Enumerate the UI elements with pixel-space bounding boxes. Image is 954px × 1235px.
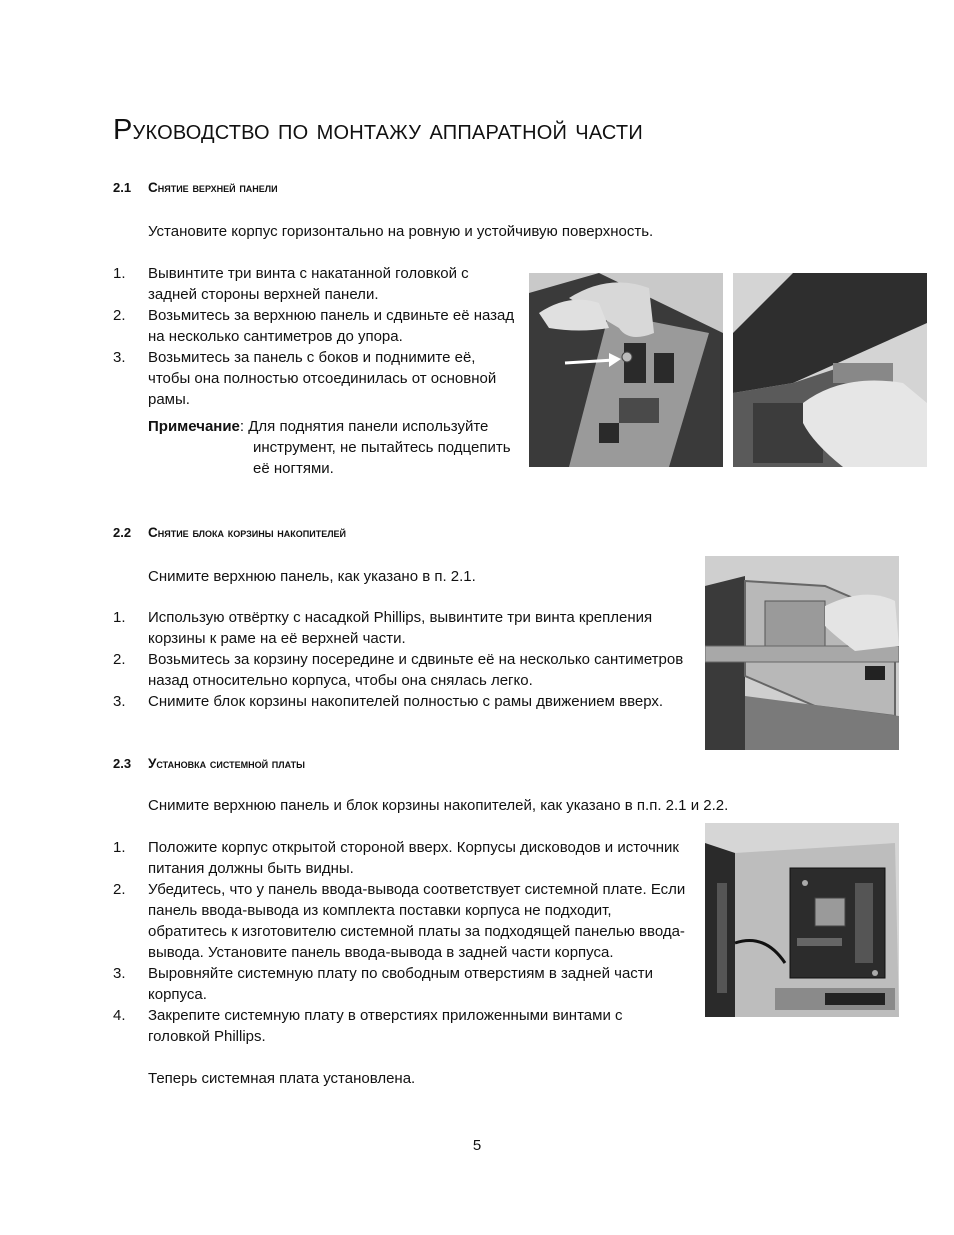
section-heading-2-3 bbox=[113, 756, 305, 771]
list-item bbox=[113, 263, 518, 305]
section-intro: Снимите верхнюю панель и блок корзины накопителей, как указано в п.п. 2.1 и 2.2. bbox=[148, 797, 729, 814]
photo-motherboard-installed bbox=[705, 823, 899, 1017]
list-item bbox=[113, 649, 698, 691]
section-heading-2-1 bbox=[113, 180, 278, 195]
steps-list-2-1 bbox=[113, 263, 518, 410]
step-text: Возьмитесь за панель с боков и поднимите её, чтобы она полностью отсоединилась от основной рамы. bbox=[148, 349, 497, 408]
list-item bbox=[113, 607, 698, 649]
note-text-continued: инструмент, не пытайтесь подцепить её ногтями. bbox=[253, 439, 511, 477]
step-number: 3. bbox=[113, 693, 126, 710]
list-item bbox=[113, 305, 518, 347]
step-number: 3. bbox=[113, 349, 126, 366]
page-number: 5 bbox=[472, 1137, 482, 1154]
section-title: Снятие верхней панели bbox=[148, 180, 278, 195]
step-text: Убедитесь, что у панель ввода-вывода соответствует системной плате. Если панель ввода-вывода из комплекта поставки корпуса не подходит, обратитесь к изготовителю системной платы за подходящей панелью ввода-вывода. Установите панель ввода-вывода в задней части корпуса. bbox=[148, 881, 686, 961]
step-text: Вывинтите три винта с накатанной головкой с задней стороны верхней панели. bbox=[148, 265, 469, 303]
section-number: 2.2 bbox=[113, 525, 132, 540]
note bbox=[148, 416, 518, 479]
note-text: Для поднятия панели используйте bbox=[248, 418, 489, 435]
step-number: 1. bbox=[113, 839, 126, 856]
step-number: 2. bbox=[113, 307, 126, 324]
section-number: 2.1 bbox=[113, 180, 132, 195]
list-item bbox=[113, 837, 688, 879]
photo-lifting-top-panel bbox=[733, 273, 927, 467]
section-intro: Снимите верхнюю панель, как указано в п. 2.1. bbox=[148, 568, 476, 585]
section-heading-2-2 bbox=[113, 525, 346, 540]
note-label: Примечание bbox=[148, 418, 240, 435]
step-number: 3. bbox=[113, 965, 126, 982]
list-item bbox=[113, 1005, 688, 1047]
section-number: 2.3 bbox=[113, 756, 132, 771]
list-item bbox=[113, 963, 688, 1005]
step-number: 2. bbox=[113, 881, 126, 898]
step-text: Положите корпус открытой стороной вверх. Корпусы дисководов и источник питания должны быть видны. bbox=[148, 839, 679, 877]
step-text: Использую отвёртку с насадкой Phillips, вывинтите три винта крепления корзины к раме на её верхней части. bbox=[148, 609, 653, 647]
list-item bbox=[113, 879, 688, 963]
steps-list-2-2 bbox=[113, 607, 698, 712]
list-item bbox=[113, 347, 518, 410]
section-title: Снятие блока корзины накопителей bbox=[148, 525, 347, 540]
list-item bbox=[113, 691, 698, 712]
step-text: Снимите блок корзины накопителей полностью с рамы движением вверх. bbox=[148, 693, 664, 710]
steps-list-2-3 bbox=[113, 837, 688, 1047]
section-intro: Установите корпус горизонтально на ровную и устойчивую поверхность. bbox=[148, 223, 654, 240]
step-number: 1. bbox=[113, 265, 126, 282]
page-title: Руководство по монтажу аппаратной части bbox=[113, 114, 643, 146]
step-text: Закрепите системную плату в отверстиях приложенными винтами с головкой Phillips. bbox=[148, 1007, 623, 1045]
photo-rear-panel-screws bbox=[529, 273, 723, 467]
section-title: Установка системной платы bbox=[148, 756, 305, 771]
photo-drive-cage bbox=[705, 556, 899, 750]
step-number: 2. bbox=[113, 651, 126, 668]
step-text: Возьмитесь за корзину посередине и сдвиньте её на несколько сантиметров назад относительно корпуса, чтобы она снялась легко. bbox=[148, 651, 684, 689]
step-number: 1. bbox=[113, 609, 126, 626]
note-separator: : bbox=[239, 418, 249, 435]
section-outro: Теперь системная плата установлена. bbox=[148, 1070, 416, 1087]
step-text: Выровняйте системную плату по свободным отверстиям в задней части корпуса. bbox=[148, 965, 654, 1003]
step-number: 4. bbox=[113, 1007, 126, 1024]
step-text: Возьмитесь за верхнюю панель и сдвиньте её назад на несколько сантиметров до упора. bbox=[148, 307, 515, 345]
